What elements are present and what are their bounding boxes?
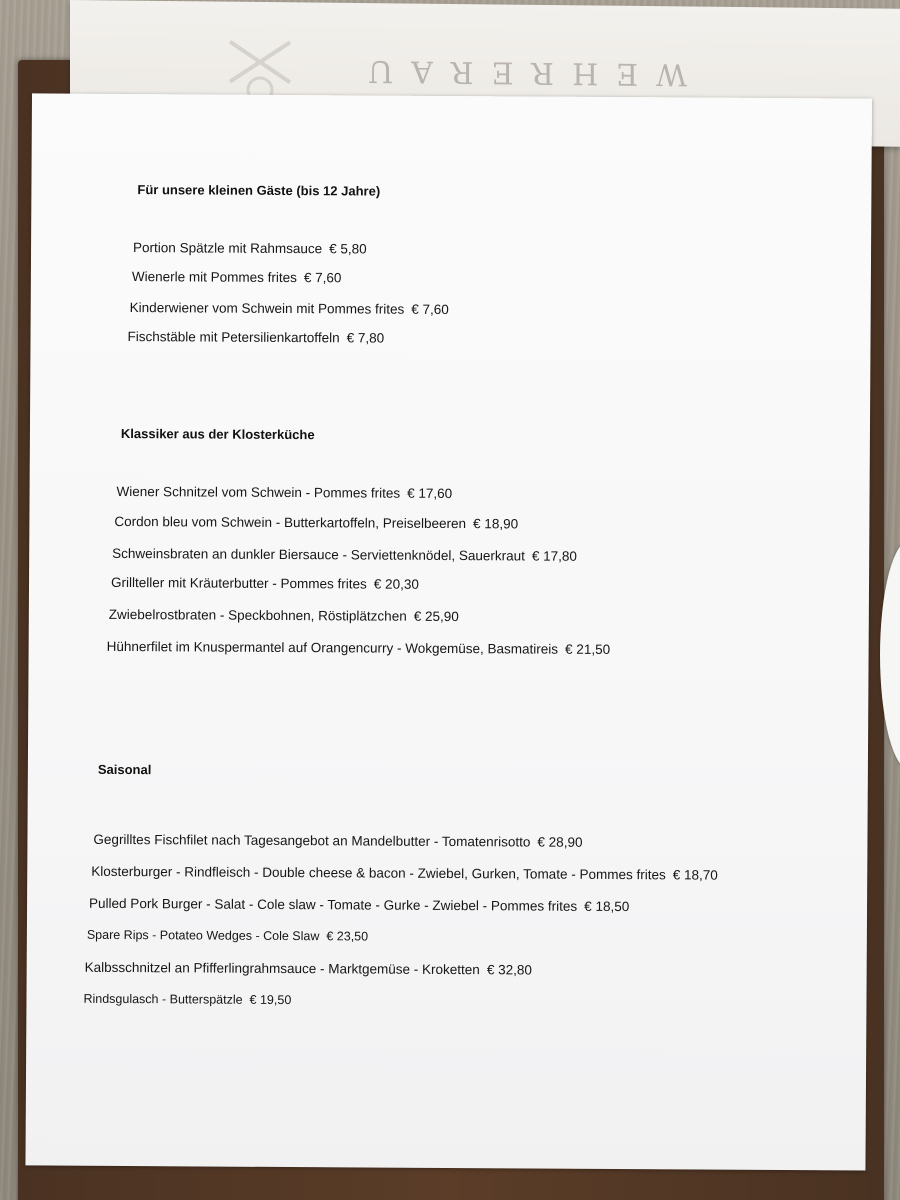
item-name: Cordon bleu vom Schwein - Butterkartoffeln, Preiselbeeren	[114, 513, 467, 532]
item-price: € 32,80	[486, 962, 532, 978]
item-name: Hühnerfilet im Knuspermantel auf Orangencurry - Wokgemüse, Basmatireis	[106, 638, 559, 657]
item-price: € 25,90	[413, 608, 459, 625]
section-title-classics: Klassiker aus der Klosterküche	[120, 425, 315, 443]
item-price: € 17,80	[531, 548, 578, 564]
section-title-kids: Für unsere kleinen Gäste (bis 12 Jahre)	[137, 182, 381, 199]
item-name: Kalbsschnitzel an Pfifferlingrahmsauce - Marktgemüse - Kroketten	[84, 959, 480, 978]
item-price: € 18,50	[584, 898, 630, 915]
item-name: Gegrilltes Fischfilet nach Tagesangebot an Mandelbutter - Tomatenrisotto	[93, 831, 531, 850]
menu-item	[114, 514, 518, 531]
menu-item	[91, 864, 718, 883]
menu-item	[89, 896, 629, 914]
item-price: € 21,50	[565, 641, 611, 657]
menu-item	[87, 928, 368, 944]
item-price: € 28,90	[537, 834, 583, 850]
item-price: € 18,90	[473, 516, 519, 532]
item-price: € 23,50	[326, 929, 369, 944]
item-price: € 7,60	[411, 301, 449, 317]
item-price: € 5,80	[329, 241, 367, 257]
item-name: Fischstäble mit Petersilienkartoffeln	[127, 329, 340, 346]
section-title-seasonal: Saisonal	[97, 761, 152, 778]
item-price: € 7,80	[346, 330, 385, 346]
menu-item	[109, 607, 459, 624]
menu-item	[130, 300, 449, 317]
item-name: Kinderwiener vom Schwein mit Pommes frites	[129, 300, 405, 317]
item-price: € 19,50	[249, 992, 292, 1008]
menu-item	[93, 832, 582, 850]
item-name: Schweinsbraten an dunkler Biersauce - Serviettenknödel, Sauerkraut	[112, 545, 525, 564]
item-name: Klosterburger - Rindfleisch - Double cheese & bacon - Zwiebel, Gurken, Tomate - Pommes frites	[91, 863, 666, 883]
menu-item	[85, 960, 532, 978]
item-price: € 7,60	[303, 270, 342, 286]
menu-item	[107, 639, 611, 657]
item-name: Spare Rips - Potateo Wedges - Cole Slaw	[86, 927, 320, 944]
menu-item	[127, 329, 384, 346]
item-price: € 20,30	[373, 576, 419, 592]
item-price: € 17,60	[407, 485, 453, 502]
item-name: Wiener Schnitzel vom Schwein - Pommes frites	[116, 483, 401, 501]
item-name: Grillteller mit Kräuterbutter - Pommes frites	[110, 574, 367, 592]
item-name: Zwiebelrostbraten - Speckbohnen, Röstiplätzchen	[108, 606, 407, 624]
item-price: € 18,70	[672, 867, 718, 883]
item-name: Portion Spätzle mit Rahmsauce	[133, 240, 323, 257]
menu-item	[132, 269, 342, 285]
brand-name: WEHRERAU	[350, 52, 687, 92]
menu-item	[112, 546, 577, 564]
item-name: Wienerle mit Pommes frites	[131, 269, 297, 286]
menu-item	[111, 575, 419, 592]
menu-sheet	[25, 93, 872, 1170]
item-name: Rindsgulasch - Butterspätzle	[83, 991, 243, 1007]
menu-item	[83, 992, 291, 1007]
menu-item	[117, 484, 453, 501]
menu-item	[133, 240, 367, 256]
item-name: Pulled Pork Burger - Salat - Cole slaw - Tomate - Gurke - Zwiebel - Pommes frites	[89, 895, 578, 914]
